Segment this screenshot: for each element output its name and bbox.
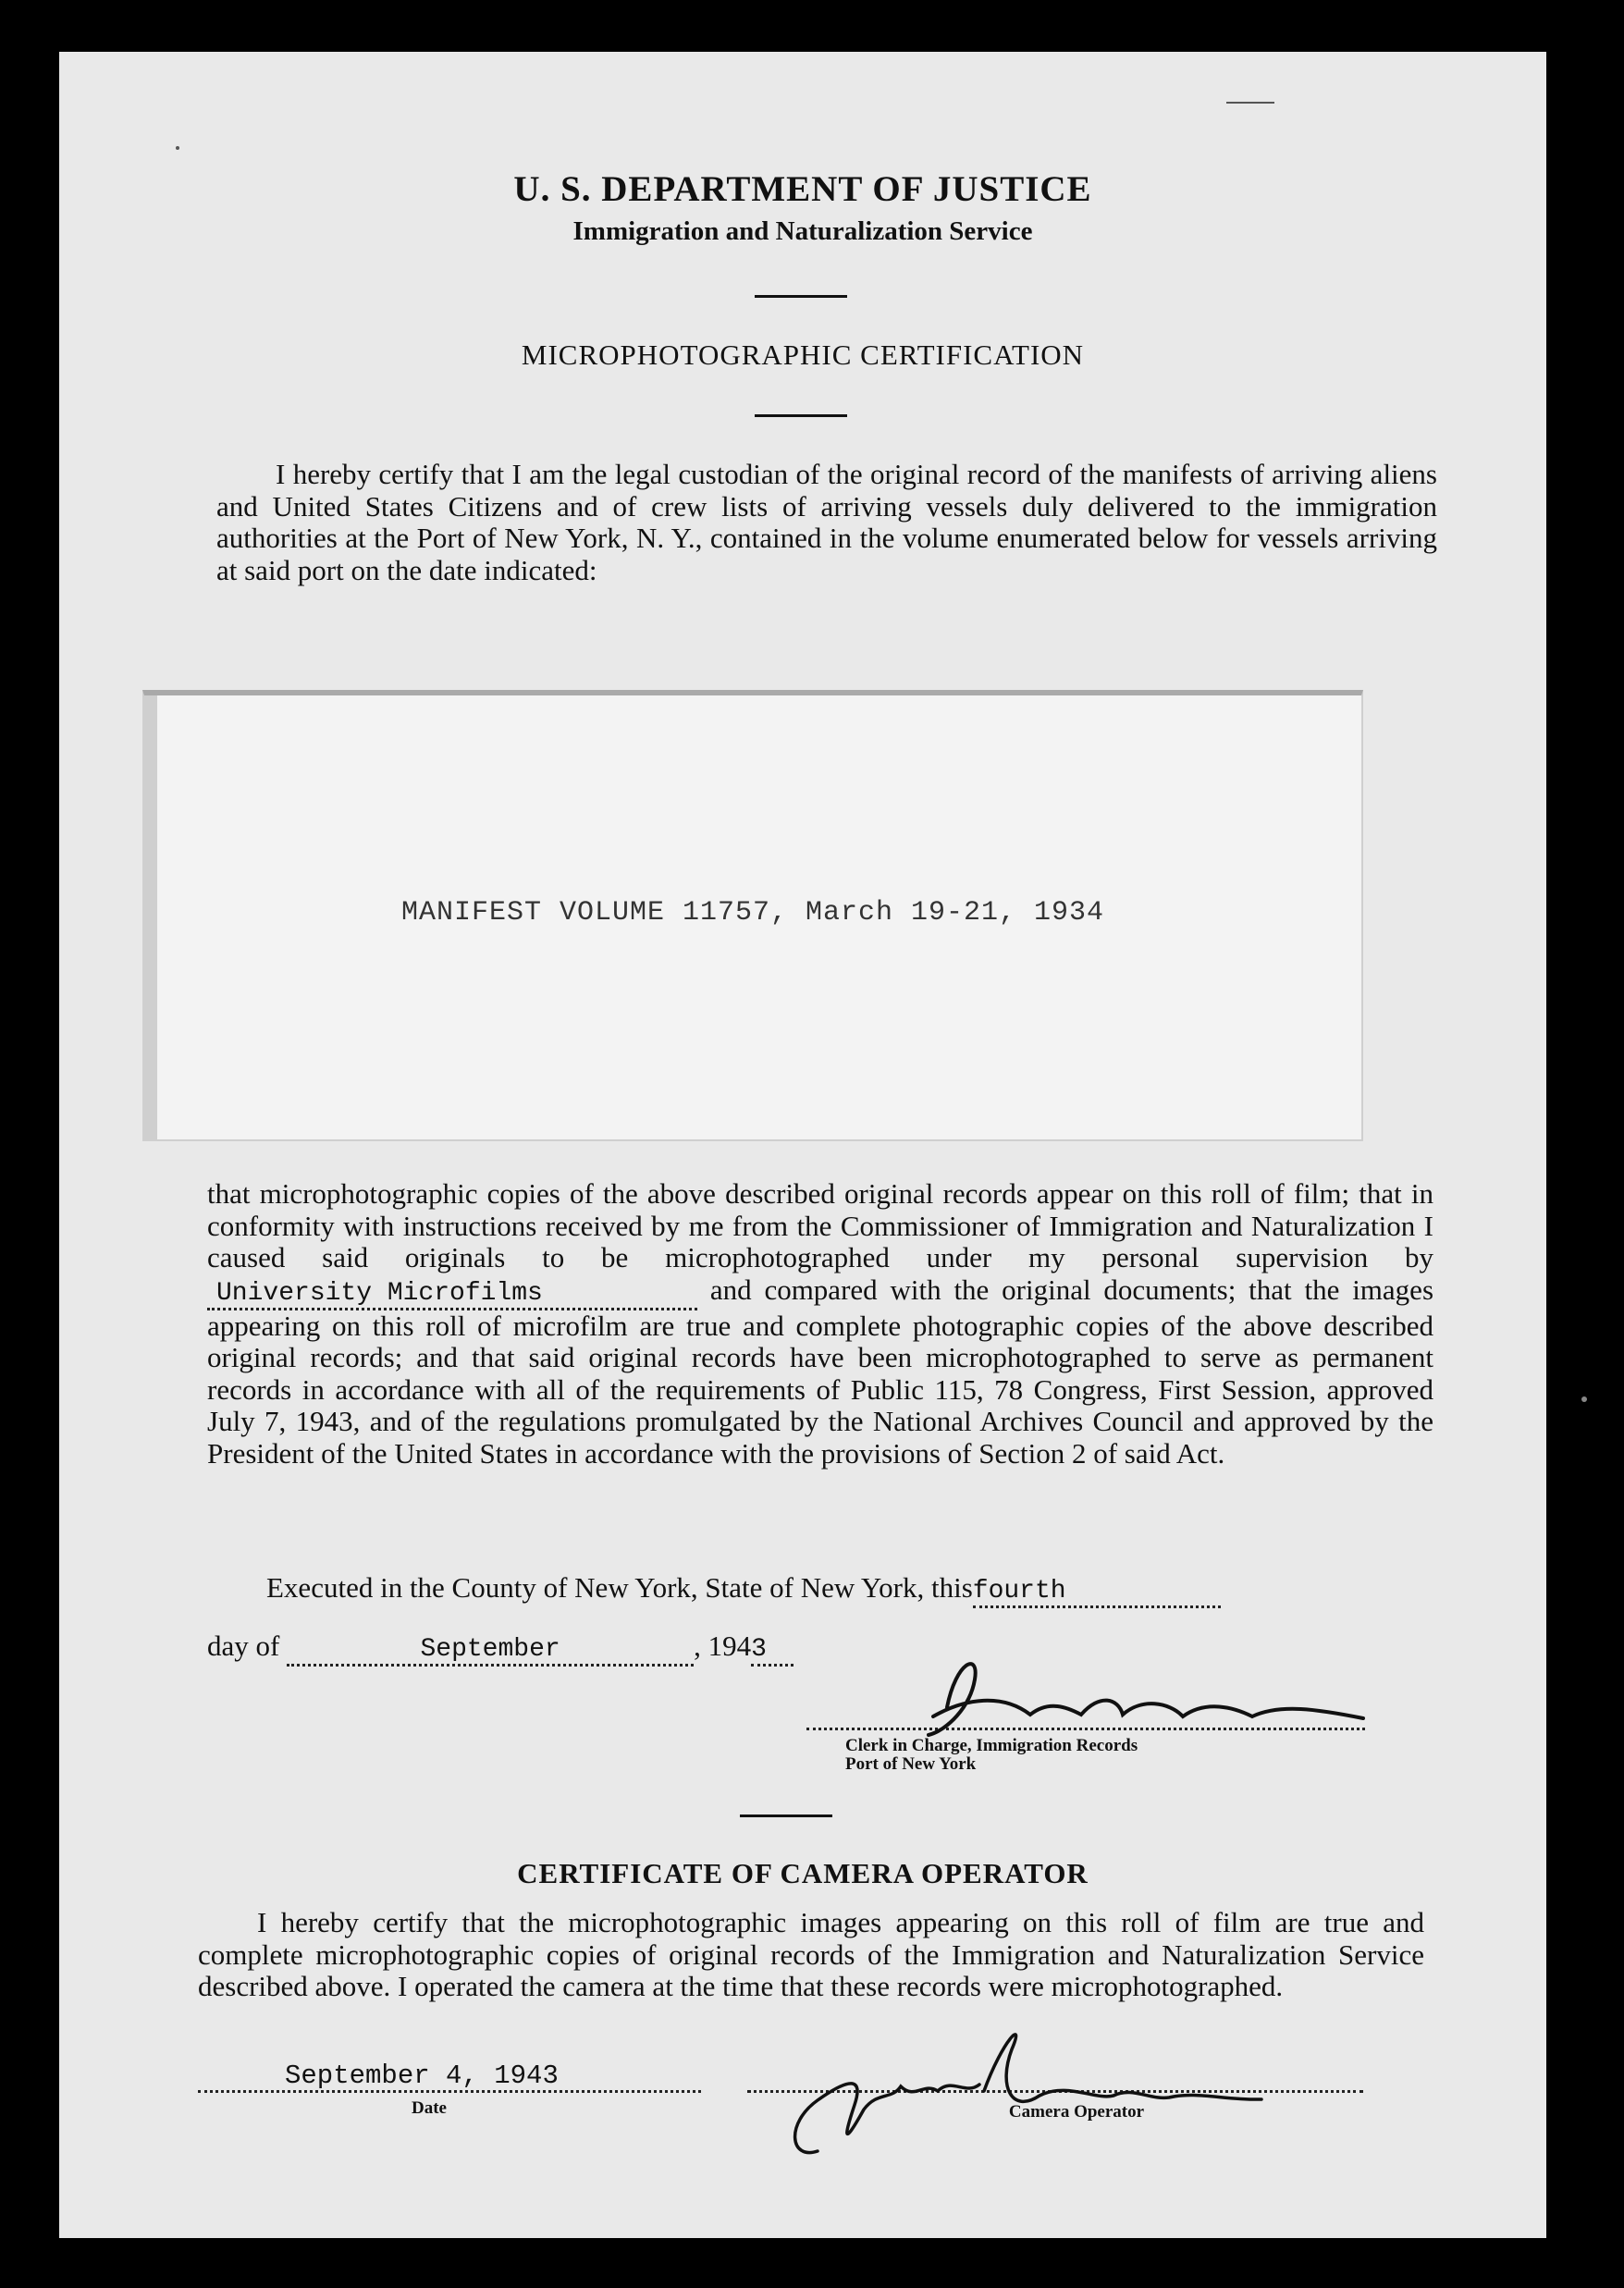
service-subheading: Immigration and Naturalization Service [572,216,1033,246]
date-label: Date [412,2098,447,2118]
clerk-caption [845,1737,1138,1774]
margin-speck [1581,1396,1587,1402]
date-value [198,2060,753,2091]
date-text: September 4, 1943 [285,2060,559,2091]
camera-operator-text [198,1907,1424,2003]
section-divider [740,1814,832,1817]
certification-title: MICROPHOTOGRAPHIC CERTIFICATION [521,338,1085,371]
camera-operator-heading: CERTIFICATE OF CAMERA OPERATOR [517,1857,1089,1889]
corner-mark [1226,102,1274,104]
year-digit-field: 3 [751,1636,794,1667]
volume-slip [142,690,1363,1141]
body-text-part1: that microphotographic copies of the above described original records appear on this roll of film; that in conformity with instructions received by me from the Commissioner of Immigration and Naturalization I caused said originals to be microphotographed under my personal supervision by [207,1177,1433,1273]
day-field: fourth [973,1578,1221,1608]
day-of-line [207,1630,794,1667]
clerk-signature [892,1642,1372,1744]
certificate-page [59,52,1546,2238]
executed-text: Executed in the County of New York, State of New York, this [266,1571,973,1604]
header-divider [755,295,847,298]
year-prefix: , 194 [694,1630,752,1662]
month-field: September [287,1636,694,1667]
body-text-part2: and compared with the original documents; that the images appearing on this roll of microfilm are true and complete photographic copies of the above described original records; and that said original records have been microphotographed to serve as permanent records in accordance with all of the requirements of Public 115, 78 Congress, First Session, approved July 7, 1943, and of the regulations promulgated by the National Archives Council and approved by the President of the United States in accordance with the provisions of Section 2 of said Act. [207,1273,1434,1470]
clerk-port: Port of New York [845,1754,977,1774]
camera-operator-statement: I hereby certify that the microphotographic images appearing on this roll of film are true and complete microphotographic copies of original records of the Immigration and Naturalization Service described above. I operated the camera at the time that these records were microphotographed. [198,1906,1424,2002]
intro-text: I hereby certify that I am the legal custodian of the original record of the manifests of arriving aliens and United States Citizens and of crew lists of arriving vessels duly delivered to the immigration authorities at the Port of New York, N. Y., contained in the volume enumerated below for vessels arriving at said port on the date indicated: [216,458,1437,586]
department-heading: U. S. DEPARTMENT OF JUSTICE [513,169,1092,209]
speck-mark [176,146,179,150]
operator-signature [762,2012,1335,2179]
microfilmer-field: University Microfilms [207,1280,697,1310]
executed-line [207,1572,1437,1608]
title-divider [755,414,847,417]
volume-slip-text: MANIFEST VOLUME 11757, March 19-21, 1934 [400,897,1105,929]
certification-body [207,1178,1433,1470]
day-of-label: day of [207,1630,280,1662]
certification-intro [216,459,1437,586]
operator-label: Camera Operator [1008,2102,1145,2122]
clerk-title: Clerk in Charge, Immigration Records [845,1736,1138,1755]
